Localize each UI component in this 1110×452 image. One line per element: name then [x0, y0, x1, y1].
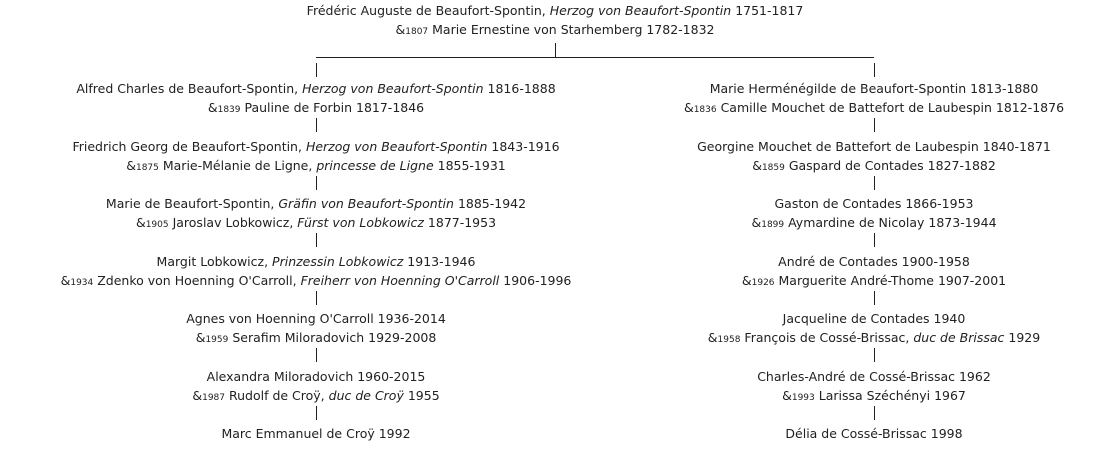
root-spouse	[255, 22, 855, 40]
right-descent-line	[874, 348, 875, 362]
spouse-dates: 1929	[1004, 330, 1041, 345]
marriage-year: 1993	[791, 392, 815, 403]
right-spouse-3	[594, 215, 1110, 233]
left-person-4	[36, 254, 596, 270]
root-person-title: Herzog von Beaufort-Spontin	[549, 3, 732, 18]
marriage-symbol: &	[782, 387, 792, 403]
spouse-name: Rudolf de Croÿ,	[225, 387, 329, 403]
marriage-year: 1958	[717, 335, 741, 345]
person-dates: 1843-1916	[487, 138, 560, 154]
root-drop-line	[555, 43, 556, 57]
spouse-title: Freiherr von Hoenning O'Carroll	[300, 272, 500, 288]
person-name: Délia de Cossé-Brissac 1998	[785, 426, 963, 441]
marriage-year: 1859	[761, 162, 785, 173]
spouse-name: Jaroslav Lobkowicz,	[168, 215, 298, 230]
person-name: Jacqueline de Contades 1940	[782, 311, 966, 326]
person-name: Agnes von Hoenning O'Carroll 1936-2014	[186, 311, 446, 326]
marriage-year: 1905	[145, 220, 169, 230]
left-spouse-5	[36, 330, 596, 348]
spouse-dates: 1955	[403, 387, 440, 403]
spouse-name: Aymardine de Nicolay 1873-1944	[784, 215, 997, 230]
marriage-symbol: &	[683, 100, 694, 115]
right-spouse-2	[594, 158, 1110, 176]
spouse-title: duc de Croÿ	[328, 387, 404, 403]
marriage-symbol: &	[395, 22, 406, 37]
spouse-title: duc de Brissac	[913, 330, 1005, 345]
marriage-symbol: &	[192, 387, 203, 403]
marriage-symbol: &	[741, 272, 752, 288]
marriage-symbol: &	[751, 215, 762, 230]
person-dates: 1816-1888	[483, 81, 556, 96]
left-person-5	[36, 311, 596, 327]
spouse-name: François de Cossé-Brissac,	[740, 330, 914, 345]
root-spouse-name: Marie Ernestine von Starhemberg 1782-1832	[428, 22, 715, 37]
spouse-dates: 1906-1996	[499, 272, 572, 288]
marriage-year: 1926	[751, 277, 775, 288]
left-descent-line	[316, 118, 317, 132]
branch-connector	[316, 57, 874, 58]
right-spouse-1	[594, 100, 1110, 118]
person-title: Herzog von Beaufort-Spontin	[305, 138, 488, 154]
person-title: Herzog von Beaufort-Spontin	[302, 81, 484, 96]
marriage-symbol: &	[135, 215, 146, 230]
left-descent-line	[316, 348, 317, 362]
spouse-dates: 1855-1931	[433, 157, 506, 173]
person-name: Alfred Charles de Beaufort-Spontin,	[76, 81, 303, 96]
marriage-symbol: &	[752, 157, 762, 173]
right-branch-drop-line	[874, 63, 875, 77]
person-name: Georgine Mouchet de Battefort de Laubespin 1840-1871	[697, 138, 1051, 154]
person-name: Marc Emmanuel de Croÿ 1992	[221, 426, 411, 441]
right-person-4	[594, 254, 1110, 270]
person-name: Charles-André de Cossé-Brissac 1962	[757, 368, 991, 384]
marriage-year: 1839	[217, 105, 241, 115]
left-spouse-6	[36, 388, 596, 406]
root-person	[255, 3, 855, 19]
person-name: André de Contades 1900-1958	[778, 253, 970, 269]
marriage-symbol: &	[707, 330, 718, 345]
right-person-7	[594, 426, 1110, 442]
person-name: Friedrich Georg de Beaufort-Spontin,	[72, 138, 306, 154]
marriage-symbol: &	[60, 272, 71, 288]
left-branch-drop-line	[316, 63, 317, 77]
spouse-name: Gaspard de Contades 1827-1882	[784, 157, 996, 173]
person-dates: 1885-1942	[453, 196, 527, 211]
right-person-2	[594, 139, 1110, 155]
left-person-7	[36, 426, 596, 442]
right-person-1	[594, 81, 1110, 97]
marriage-year: 1875	[135, 162, 159, 173]
right-person-6	[594, 369, 1110, 385]
spouse-name: Pauline de Forbin 1817-1846	[240, 100, 425, 115]
left-person-3	[36, 196, 596, 212]
left-spouse-3	[36, 215, 596, 233]
left-spouse-1	[36, 100, 596, 118]
right-person-5	[594, 311, 1110, 327]
left-descent-line	[316, 406, 317, 420]
person-name: Marie de Beaufort-Spontin,	[105, 196, 279, 211]
right-spouse-5	[594, 330, 1110, 348]
person-name: Margit Lobkowicz,	[156, 253, 273, 269]
right-spouse-6	[594, 388, 1110, 406]
person-dates: 1913-1946	[403, 253, 476, 269]
right-descent-line	[874, 118, 875, 132]
marriage-symbol: &	[207, 100, 218, 115]
person-title: Prinzessin Lobkowicz	[272, 253, 404, 269]
marriage-year: 1987	[202, 392, 225, 403]
left-spouse-2	[36, 158, 596, 176]
left-person-1	[36, 81, 596, 97]
person-name: Alexandra Miloradovich 1960-2015	[206, 368, 426, 384]
left-descent-line	[316, 176, 317, 190]
spouse-name: Marie-Mélanie de Ligne,	[158, 157, 317, 173]
right-descent-line	[874, 233, 875, 247]
marriage-year: 1807	[405, 27, 429, 37]
left-person-2	[36, 139, 596, 155]
right-descent-line	[874, 176, 875, 190]
right-descent-line	[874, 406, 875, 420]
marriage-year: 1959	[205, 335, 229, 345]
marriage-symbol: &	[195, 330, 206, 345]
root-person-name: Frédéric Auguste de Beaufort-Spontin,	[306, 3, 550, 18]
marriage-year: 1836	[693, 105, 717, 115]
left-person-6	[36, 369, 596, 385]
marriage-year: 1899	[761, 220, 785, 230]
right-spouse-4	[594, 273, 1110, 291]
marriage-year: 1934	[70, 277, 94, 288]
marriage-symbol: &	[126, 157, 136, 173]
spouse-name: Marguerite André-Thome 1907-2001	[774, 272, 1007, 288]
spouse-title: Fürst von Lobkowicz	[297, 215, 424, 230]
left-descent-line	[316, 233, 317, 247]
root-person-dates: 1751-1817	[731, 3, 804, 18]
spouse-name: Larissa Széchényi 1967	[814, 387, 966, 403]
person-title: Gräfin von Beaufort-Spontin	[278, 196, 454, 211]
person-name: Gaston de Contades 1866-1953	[774, 196, 974, 211]
spouse-name: Camille Mouchet de Battefort de Laubespin 1812-1876	[716, 100, 1065, 115]
right-descent-line	[874, 291, 875, 305]
spouse-name: Serafim Miloradovich 1929-2008	[228, 330, 437, 345]
person-name: Marie Herménégilde de Beaufort-Spontin 1813-1880	[709, 81, 1039, 96]
right-person-3	[594, 196, 1110, 212]
spouse-dates: 1877-1953	[423, 215, 497, 230]
spouse-title: princesse de Ligne	[316, 157, 434, 173]
left-descent-line	[316, 291, 317, 305]
spouse-name: Zdenko von Hoenning O'Carroll,	[93, 272, 301, 288]
left-spouse-4	[36, 273, 596, 291]
